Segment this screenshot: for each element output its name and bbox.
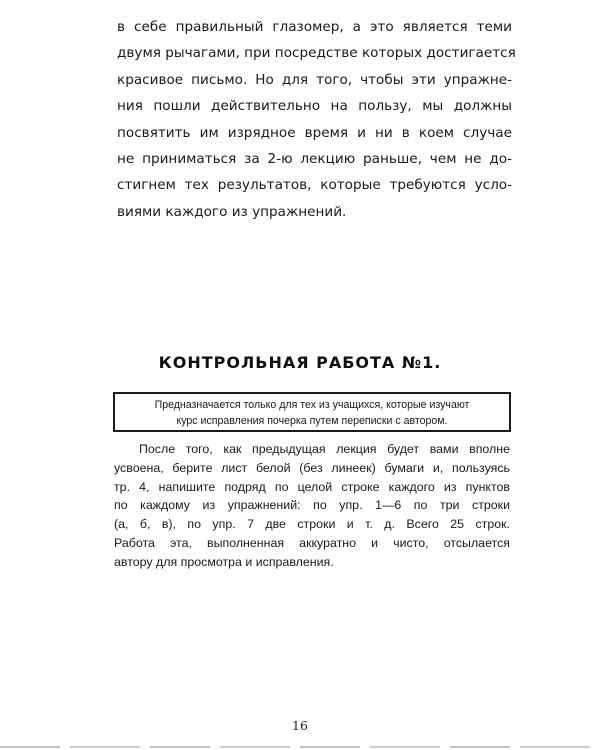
paragraph-line: не приниматься за 2-ю лекцию раньше, чем не до-: [117, 151, 512, 168]
assignment-line: автору для просмотра и исправления.: [114, 554, 334, 569]
notice-line: Предназначается только для тех из учащихся, которые изучают: [154, 399, 470, 411]
assignment-line: (а, б, в), по упр. 7 две строки и т. д. Всего 25 строк.: [114, 517, 510, 532]
page-number: 16: [292, 718, 308, 733]
paragraph-line: красивое письмо. Но для того, чтобы эти упражне-: [117, 71, 512, 88]
assignment-line: усвоена, берите лист белой (без линеек) бумаги и, пользуясь: [114, 460, 510, 475]
continued-paragraph: [117, 14, 516, 225]
assignment-line: по каждому из упражнений: по упр. 1—6 по три строки: [114, 498, 510, 513]
paragraph-line: двумя рычагами, при посредстве которых достигается: [117, 45, 516, 62]
assignment-line: Работа эта, выполненная аккуратно и чисто, отсылается: [114, 535, 510, 550]
notice-line: курс исправления почерка путем переписки с автором.: [176, 415, 448, 427]
bottom-edge-divider: [0, 746, 600, 748]
paragraph-line: посвятить им изрядное время и ни в коем случае: [117, 124, 512, 141]
notice-box: [113, 392, 511, 432]
paragraph-line: ния пошли действительно на пользу, мы должны: [117, 98, 512, 115]
section-heading: КОНТРОЛЬНАЯ РАБОТА №1.: [158, 353, 442, 372]
assignment-paragraph: [114, 440, 510, 572]
paragraph-line: стигнем тех результатов, которые требуются усло-: [117, 177, 512, 194]
assignment-line: тр. 4, напишите подряд по целой строке каждого из пунктов: [114, 479, 510, 494]
paragraph-line: в себе правильный глазомер, а это является теми: [117, 19, 512, 35]
assignment-line: После того, как предыдущая лекция будет вами вполне: [139, 442, 510, 456]
paragraph-line: виями каждого из упражнений.: [117, 203, 347, 220]
